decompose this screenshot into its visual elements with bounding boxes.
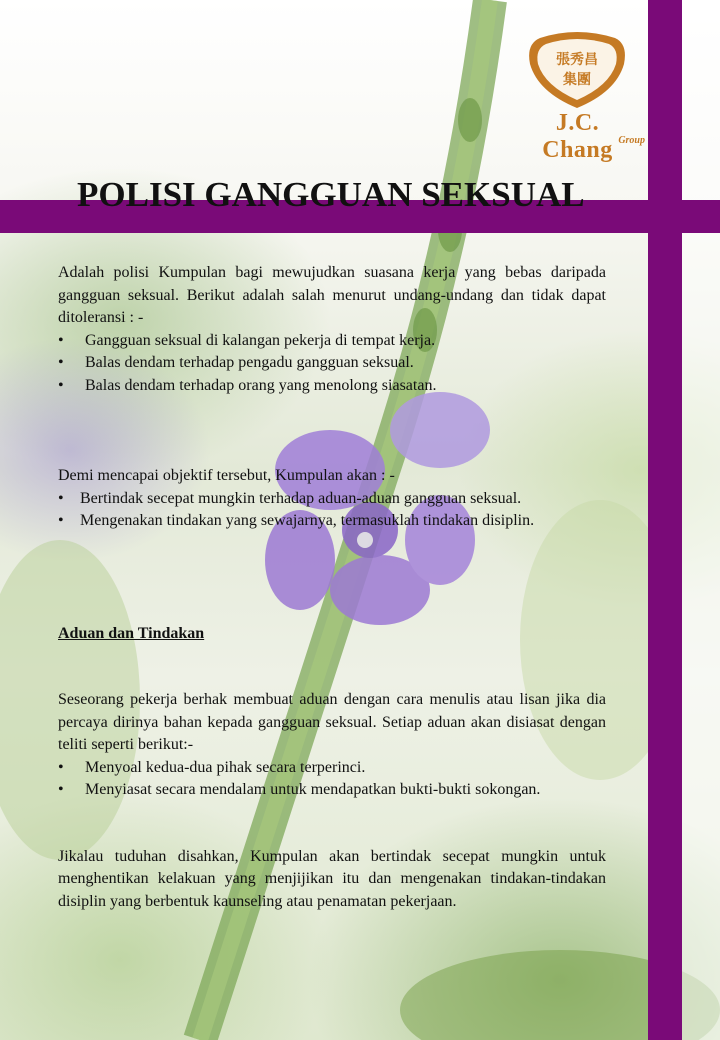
right-light-strip bbox=[682, 0, 720, 1040]
list-item: • Balas dendam terhadap pengadu gangguan seksual. bbox=[58, 352, 606, 375]
bullet-icon: • bbox=[58, 781, 64, 798]
list-item: • Balas dendam terhadap orang yang menolong siasatan. bbox=[58, 375, 606, 398]
logo-emblem-icon bbox=[520, 30, 635, 110]
page-title: POLISI GANGGUAN SEKSUAL bbox=[77, 175, 585, 215]
section-heading: Aduan dan Tindakan bbox=[58, 624, 205, 642]
logo-subtitle: Group bbox=[618, 135, 645, 146]
complaint-list bbox=[58, 757, 606, 802]
objective-list bbox=[58, 488, 606, 533]
intro-paragraph: Adalah polisi Kumpulan bagi mewujudkan suasana kerja yang bebas daripada gangguan seksual. Berikut adalah salah menurut undang-undang dan tidak dapat ditoleransi : - bbox=[58, 264, 606, 326]
list-item: • Mengenakan tindakan yang sewajarnya, termasuklah tindakan disiplin. bbox=[58, 510, 606, 533]
logo-name: J.C. Chang bbox=[542, 110, 613, 163]
bullet-icon: • bbox=[58, 512, 64, 529]
bullet-icon: • bbox=[58, 489, 64, 507]
objective-paragraph: Demi mencapai objektif tersebut, Kumpulan akan : - bbox=[58, 467, 395, 484]
vertical-accent-bar bbox=[648, 0, 682, 1040]
svg-text:張秀昌: 張秀昌 bbox=[556, 52, 598, 68]
bullet-icon: • bbox=[58, 376, 64, 394]
list-item: • Bertindak secepat mungkin terhadap aduan-aduan gangguan seksual. bbox=[58, 488, 606, 511]
closing-paragraph: Jikalau tuduhan disahkan, Kumpulan akan bertindak secepat mungkin untuk menghentikan kelakuan yang menjijikan itu dan mengenakan tindakan-tindakan disiplin yang berbentuk kaunseling atau penamatan pekerjaan. bbox=[58, 847, 606, 910]
bullet-icon: • bbox=[58, 331, 64, 349]
svg-text:集團: 集團 bbox=[563, 72, 591, 88]
complaint-paragraph: Seseorang pekerja berhak membuat aduan dengan cara menulis atau lisan jika dia percaya dirinya bahan kepada gangguan seksual. Setiap aduan akan disiasat dengan teliti seperti berikut:- bbox=[58, 691, 606, 753]
bullet-icon: • bbox=[58, 758, 64, 776]
list-item: • Menyiasat secara mendalam untuk mendapatkan bukti-bukti sokongan. bbox=[58, 779, 606, 802]
document-body bbox=[58, 262, 606, 913]
company-logo bbox=[520, 30, 645, 163]
list-item: • Menyoal kedua-dua pihak secara terperinci. bbox=[58, 757, 606, 780]
bullet-icon: • bbox=[58, 354, 64, 371]
list-item: • Gangguan seksual di kalangan pekerja di tempat kerja. bbox=[58, 330, 606, 353]
intro-list bbox=[58, 330, 606, 398]
